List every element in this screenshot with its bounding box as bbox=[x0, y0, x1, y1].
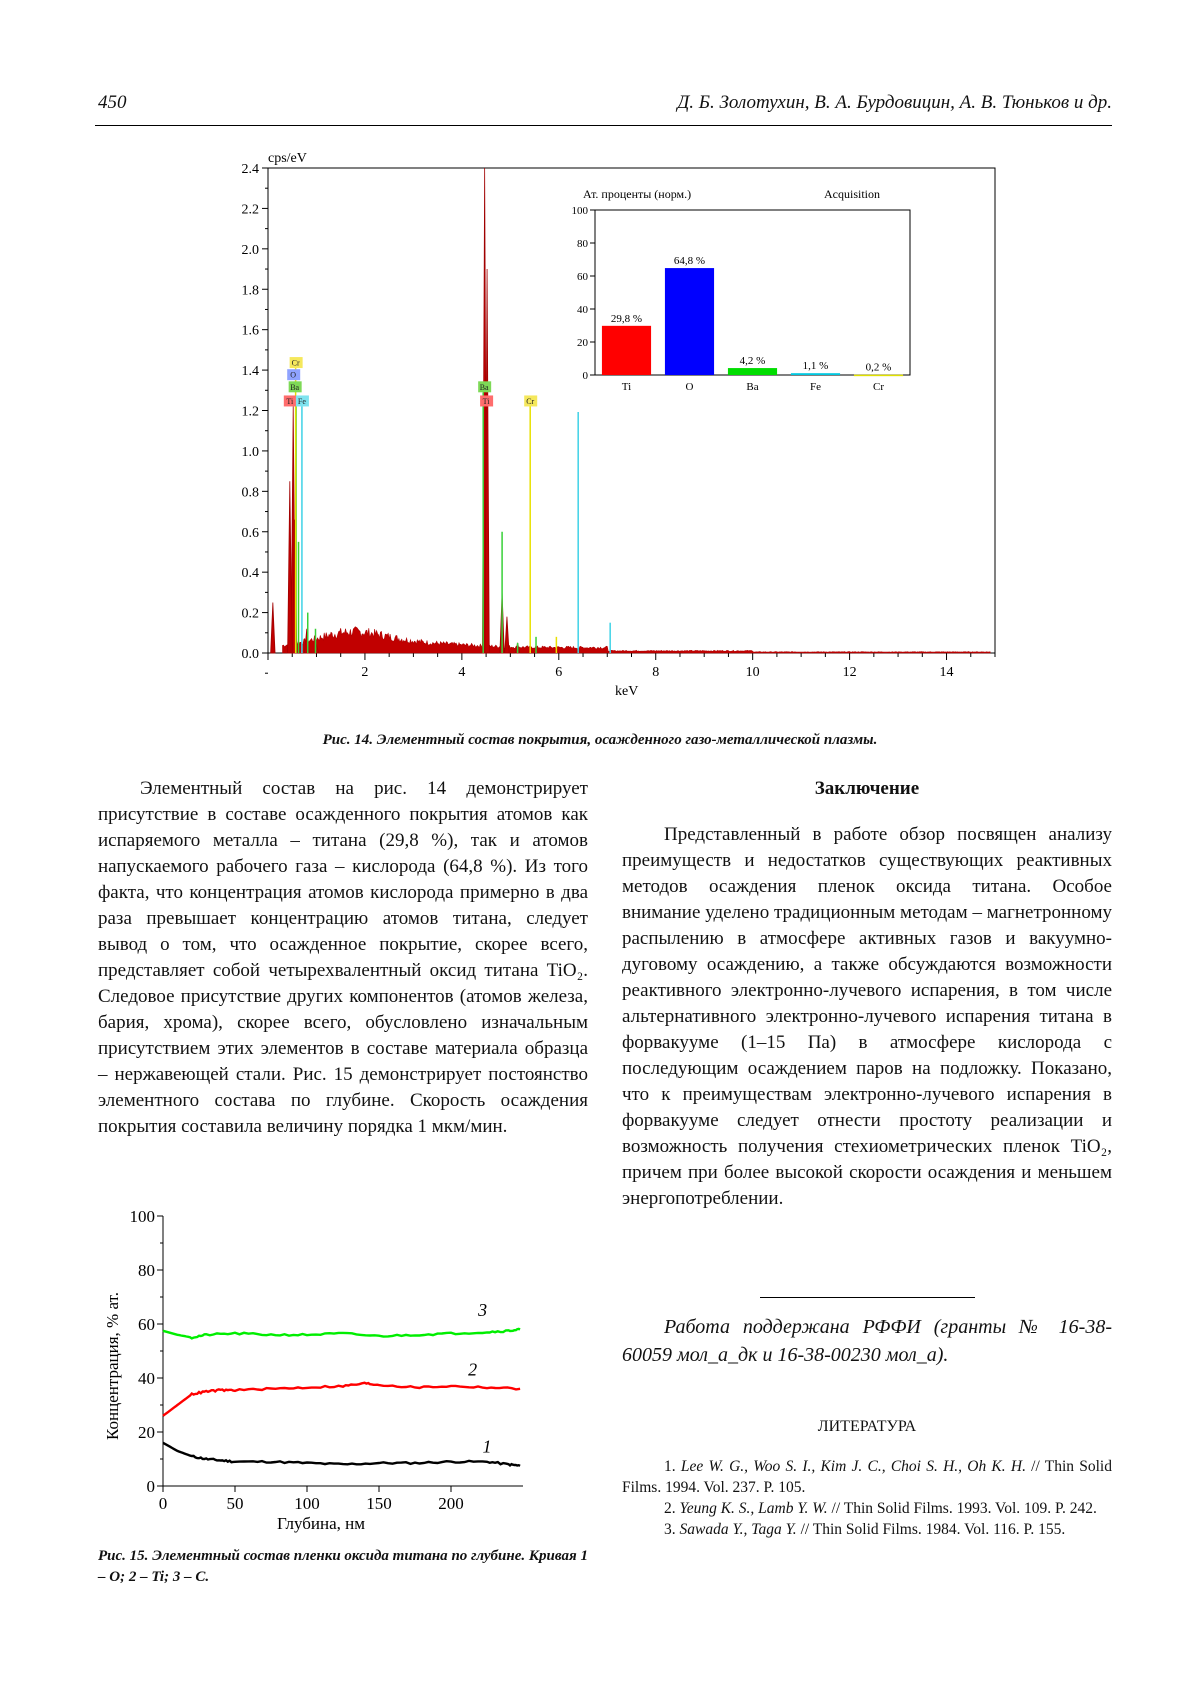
y-tick-label: 1.4 bbox=[241, 364, 259, 380]
inset-category-label: Ti bbox=[621, 381, 632, 393]
inset-y-tick-label: 40 bbox=[577, 304, 588, 316]
x-tick-label: 100 bbox=[294, 1494, 320, 1513]
element-marker-label: Cr bbox=[291, 358, 300, 368]
inset-title: Ат. проценты (норм.) bbox=[583, 187, 692, 201]
references-list bbox=[622, 1456, 1112, 1540]
element-marker-label: Ba bbox=[479, 382, 489, 392]
y-tick-label: 0.8 bbox=[241, 485, 259, 501]
x-tick-label: 14 bbox=[939, 665, 954, 680]
inset-bar bbox=[854, 375, 903, 377]
inset-bar-value-label: 0,2 % bbox=[865, 361, 892, 374]
curve-label: 2 bbox=[468, 1359, 478, 1380]
conclusion-title: Заключение bbox=[814, 778, 920, 799]
curve-3 bbox=[163, 1329, 520, 1339]
spectrum-peak bbox=[271, 602, 275, 653]
y-tick-label: 2.0 bbox=[241, 242, 259, 258]
y-tick-label: 0 bbox=[146, 1477, 155, 1496]
figure-14-spectrum bbox=[200, 140, 1010, 710]
inset-y-tick-label: 0 bbox=[582, 370, 588, 382]
inset-bar-value-label: 4,2 % bbox=[739, 355, 766, 368]
left-column-text bbox=[98, 776, 588, 1140]
inset-bar-value-label: 1,1 % bbox=[802, 360, 829, 373]
acknowledgment: Работа поддержана РФФИ (гранты № 16-38-60059 мол_а_дк и 16-38-00230 мол_а). bbox=[622, 1316, 1112, 1366]
y-tick-label: 80 bbox=[138, 1261, 155, 1280]
inset-bar bbox=[728, 368, 777, 375]
element-marker-label: O bbox=[290, 370, 297, 380]
figure-15-depth-profile bbox=[98, 1198, 528, 1538]
references-title: ЛИТЕРАТУРА bbox=[817, 1418, 917, 1435]
inset-bar bbox=[602, 326, 651, 375]
y-tick-label: 20 bbox=[138, 1423, 155, 1442]
inset-bar bbox=[791, 373, 840, 375]
x-axis-label: Глубина, нм bbox=[276, 1514, 366, 1533]
paragraph: Представленный в работе обзор посвящен анализу преимуществ и недостатков существующих реактивных методов осаждения пленок оксида титана. Особое внимание уделено традиционным методам – магнетронному распылению в атмосфере активных газов и вакуумно-дуговому осаждению, а также обсуждаются возможности реактивного электронно-лучевого испарения, в том числе альтернативного электронно-лучевого испарения титана в форвакууме (1–15 Па) в атмосфере кислорода с последующим осаждением паров на подложку. Показано, что к преимуществам электронно-лучевого испарения в форвакууме следует отнести простоту реализации и возможность получения стехиометрических пленок TiO₂, причем при более высокой скорости осаждения и меньшем энергопотреблении. bbox=[622, 824, 1112, 1209]
x-tick-label: 10 bbox=[745, 665, 760, 680]
inset-bar-value-label: 29,8 % bbox=[610, 312, 643, 325]
reference-item: 2. Yeung K. S., Lamb Y. W. // Thin Solid Films. 1993. Vol. 109. P. 242. bbox=[664, 1500, 1097, 1517]
figure-14-caption: Рис. 14. Элементный состав покрытия, осажденного газо-металлической плазмы. bbox=[322, 732, 878, 748]
element-marker-label: Cr bbox=[526, 396, 535, 406]
curve-1 bbox=[163, 1443, 520, 1466]
y-tick-label: 0.0 bbox=[241, 647, 259, 662]
inset-y-tick-label: 100 bbox=[571, 205, 588, 217]
y-axis-unit-label: cps/eV bbox=[268, 151, 307, 166]
inset-y-tick-label: 20 bbox=[577, 337, 588, 349]
inset-y-tick-label: 80 bbox=[577, 238, 588, 250]
x-tick-label: 12 bbox=[842, 665, 857, 680]
y-tick-label: 1.0 bbox=[241, 444, 259, 460]
reference-item: 3. Sawada Y., Taga Y. // Thin Solid Films. 1984. Vol. 116. P. 155. bbox=[664, 1521, 1066, 1538]
element-marker-label: Fe bbox=[297, 396, 306, 406]
y-tick-label: 1.6 bbox=[241, 323, 259, 339]
paragraph: Элементный состав на рис. 14 демонстрирует присутствие в составе осажденного покрытия атомов как испаряемого металла – титана (29,8 %), так и атомов напускаемого рабочего газа – кислорода (64,8 %). Из того факта, что концентрация атомов кислорода примерно в два раза превышает концентрацию атомов титана, следует вывод о том, что осажденное покрытие, скорее всего, представляет собой четырехвалентный оксид титана TiO₂. Следовое присутствие других компонентов (атомов железа, бария, хрома), скорее всего, обусловлено изначальным присутствием этих элементов в составе материала образца – нержавеющей стали. Рис. 15 демонстрирует постоянство элементного состава по глубине. Скорость осаждения покрытия составила величину порядка 1 мкм/мин. bbox=[98, 778, 588, 1137]
inset-category-label: Fe bbox=[810, 381, 821, 393]
x-tick-label: 2 bbox=[361, 665, 369, 680]
inset-mode-label: Acquisition bbox=[824, 187, 880, 201]
x-tick-label: 8 bbox=[652, 665, 660, 680]
y-axis-label: Концентрация, % ат. bbox=[103, 1292, 122, 1440]
element-marker-label: Ti bbox=[286, 396, 294, 406]
x-tick-label: 4 bbox=[458, 665, 466, 680]
inset-y-tick-label: 60 bbox=[577, 271, 588, 283]
y-tick-label: 60 bbox=[138, 1315, 155, 1334]
element-marker-label: Ti bbox=[482, 396, 490, 406]
y-tick-label: 1.8 bbox=[241, 283, 259, 299]
x-axis-label: keV bbox=[614, 684, 639, 699]
reference-item: 1. Lee W. G., Woo S. I., Kim J. C., Choi S. H., Oh K. H. // Thin Solid Films. 1994. Vol. 237. P. 105. bbox=[622, 1458, 1112, 1496]
x-tick-label: 0 bbox=[158, 1494, 168, 1513]
y-tick-label: 2.2 bbox=[241, 202, 259, 218]
running-header-authors: Д. Б. Золотухин, В. А. Бурдовицин, А. В. Тюньков и др. bbox=[677, 92, 1112, 113]
curve-label: 1 bbox=[482, 1436, 492, 1457]
inset-category-label: Cr bbox=[873, 381, 884, 393]
x-tick-label: 6 bbox=[555, 665, 563, 680]
spectrum-continuum bbox=[283, 627, 991, 653]
curve-label: 3 bbox=[478, 1299, 488, 1320]
figure-15-caption: Рис. 15. Элементный состав пленки оксида титана по глубине. Кривая 1 – O; 2 – Ti; 3 – C. bbox=[98, 1548, 588, 1585]
inset-category-label: Ba bbox=[746, 381, 759, 393]
y-tick-label: 0.6 bbox=[241, 525, 259, 541]
spectrum-peak bbox=[505, 617, 509, 653]
x-tick-label: 150 bbox=[366, 1494, 392, 1513]
x-tick-label: 50 bbox=[226, 1494, 244, 1513]
inset-category-label: O bbox=[685, 381, 694, 393]
header-rule bbox=[95, 125, 1112, 126]
curve-2 bbox=[163, 1383, 520, 1416]
y-tick-label: 2.4 bbox=[241, 162, 259, 177]
y-tick-label: 0.4 bbox=[241, 566, 259, 582]
separator-line bbox=[760, 1297, 975, 1298]
y-tick-label: 100 bbox=[129, 1207, 155, 1226]
y-tick-label: 1.2 bbox=[241, 404, 259, 420]
inset-bar-value-label: 64,8 % bbox=[673, 255, 706, 268]
y-tick-label: 0.2 bbox=[241, 606, 259, 622]
inset-bar bbox=[665, 268, 714, 375]
element-marker-label: Ba bbox=[290, 382, 300, 392]
conclusion-text bbox=[622, 822, 1112, 1212]
page-number: 450 bbox=[98, 92, 127, 113]
inset-background bbox=[565, 182, 925, 412]
x-tick-label: 200 bbox=[438, 1494, 464, 1513]
y-tick-label: 40 bbox=[138, 1369, 155, 1388]
